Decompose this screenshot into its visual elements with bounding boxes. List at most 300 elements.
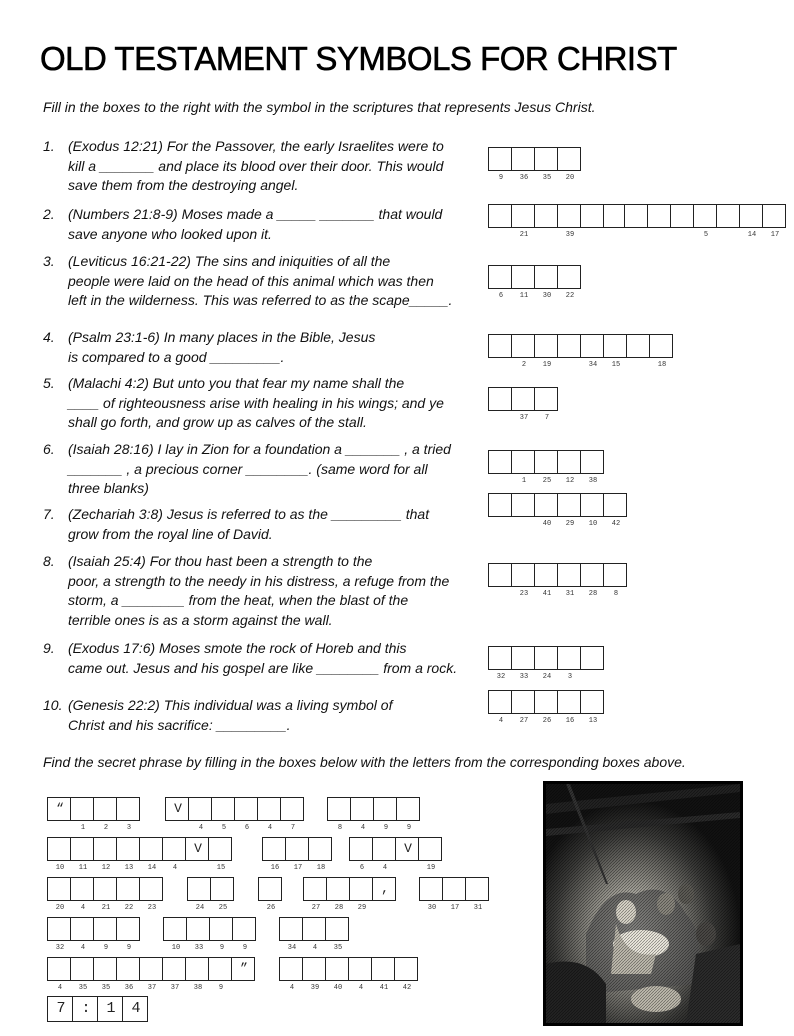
question-line: kill a _______ and place its blood over their door. This would [68,157,444,174]
question-5 [43,374,473,433]
phrase-box-number: 17 [450,904,460,912]
phrase-box[interactable] [280,797,304,832]
phrase-box-number: 20 [55,904,65,912]
phrase-box[interactable] [162,837,186,872]
question-line: (Isaiah 25:4) For thou hast been a strength to the [68,553,373,569]
question-line: terrible ones is as a storm against the wall. [68,611,333,628]
answer-box[interactable] [534,690,558,725]
answer-box-number: 37 [519,414,529,422]
answer-box[interactable] [580,450,604,485]
phrase-box-number: 18 [316,864,326,872]
answer-box-number: 23 [519,590,529,598]
answer-box[interactable] [603,493,627,528]
question-2 [43,205,473,244]
phrase-box[interactable] [442,877,466,912]
phrase-box[interactable] [234,797,258,832]
answer-box[interactable] [580,690,604,725]
answer-box-number: 28 [588,590,598,598]
phrase-box[interactable] [139,877,163,912]
answer-box[interactable] [603,563,627,598]
phrase-box[interactable] [47,837,71,872]
phrase-box-letter: V [194,841,202,856]
answer-box[interactable] [534,387,558,422]
answer-box-number: 17 [770,231,780,239]
phrase-box-number: 9 [406,824,412,832]
answer-box[interactable] [534,204,558,228]
phrase-box[interactable] [116,957,140,992]
question-line: (Exodus 17:6) Moses smote the rock of Horeb and this [68,640,407,656]
phrase-box-number: 11 [78,864,88,872]
phrase-box-number: 41 [379,984,389,992]
phrase-box[interactable] [163,917,187,952]
phrase-box[interactable] [373,797,397,832]
phrase-box[interactable] [116,877,140,912]
phrase-box[interactable] [303,877,327,912]
answer-box-number: 7 [544,414,550,422]
phrase-box[interactable] [70,877,94,912]
answer-box[interactable] [670,204,694,228]
answer-box-number: 34 [588,361,598,369]
answer-box[interactable] [693,204,717,239]
question-line: people were laid on the head of this animal which was then [68,272,434,289]
phrase-box-number: 26 [266,904,276,912]
answer-box[interactable] [511,646,535,681]
answer-box[interactable] [649,334,673,369]
phrase-box-number: 38 [193,984,203,992]
answer-box[interactable] [716,204,740,228]
question-1 [43,137,473,196]
answer-row-q9 [488,646,604,681]
answer-row-q2 [624,204,786,239]
answer-row-q10 [488,690,604,725]
phrase-box-number: 35 [78,984,88,992]
question-text [68,552,473,630]
phrase-box-number: 4 [267,824,273,832]
answer-box-number: 3 [567,673,573,681]
phrase-word [258,877,282,912]
answer-box-number: 11 [519,292,529,300]
phrase-box-number: 23 [147,904,157,912]
question-7 [43,505,473,544]
answer-box[interactable] [534,563,558,598]
answer-box[interactable] [534,334,558,369]
phrase-box-number: 4 [382,864,388,872]
phrase-word [187,877,234,912]
phrase-box[interactable] [185,837,209,861]
phrase-box[interactable] [116,797,140,832]
phrase-box[interactable] [122,996,148,1022]
answer-box[interactable] [488,387,512,411]
phrase-box-number: 4 [198,824,204,832]
answer-box[interactable] [580,204,604,228]
question-number: 2. [43,206,55,222]
phrase-box[interactable] [208,957,232,992]
phrase-box[interactable] [70,957,94,992]
answer-box[interactable] [511,334,535,369]
question-10 [43,696,473,735]
phrase-box-number: 34 [287,944,297,952]
phrase-word [163,917,256,952]
phrase-box[interactable] [262,837,286,872]
phrase-box[interactable] [285,837,309,872]
answer-box-number: 19 [542,361,552,369]
answer-box[interactable] [557,265,581,300]
phrase-box[interactable] [186,917,210,952]
answer-box-number: 26 [542,717,552,725]
phrase-box-number: 35 [333,944,343,952]
phrase-box-number: 17 [293,864,303,872]
phrase-box-number: 5 [221,824,227,832]
phrase-box[interactable] [210,877,234,912]
answer-box-number: 33 [519,673,529,681]
answer-box-number: 15 [611,361,621,369]
answer-box[interactable] [557,450,581,485]
nativity-engraving-image [543,781,743,1026]
answer-box[interactable] [534,493,558,528]
phrase-box[interactable] [232,917,256,952]
phrase-box[interactable] [139,837,163,872]
question-text [68,639,473,678]
phrase-box-letter: V [404,841,412,856]
answer-box[interactable] [580,646,604,670]
phrase-box-number: 9 [218,984,224,992]
phrase-box[interactable] [326,877,350,912]
question-line: save them from the destroying angel. [68,177,299,193]
phrase-box[interactable] [419,877,443,912]
question-text [68,440,473,499]
answer-box[interactable] [557,646,581,681]
answer-box[interactable] [488,450,512,474]
phrase-box[interactable] [258,877,282,912]
phrase-box[interactable] [257,797,281,832]
phrase-box[interactable] [465,877,489,912]
phrase-box-letter: “ [56,801,64,816]
answer-box-number: 40 [542,520,552,528]
phrase-box-number: 19 [426,864,436,872]
phrase-box[interactable] [372,837,396,872]
phrase-box[interactable] [348,957,372,992]
answer-box[interactable] [511,387,535,422]
phrase-box[interactable] [72,996,98,1022]
answer-box[interactable] [534,147,558,182]
answer-box-number: 38 [588,477,598,485]
question-number: 6. [43,441,55,457]
phrase-box-number: 6 [359,864,365,872]
answer-box[interactable] [488,265,512,300]
phrase-box[interactable] [209,917,233,952]
phrase-box-letter: ” [240,961,248,976]
phrase-box-number: 39 [310,984,320,992]
answer-box[interactable] [557,204,581,239]
question-text [68,137,473,196]
phrase-box[interactable] [308,837,332,872]
question-8 [43,552,473,630]
answer-box-number: 6 [498,292,504,300]
answer-box-number: 16 [565,717,575,725]
phrase-word [419,877,489,912]
phrase-box[interactable] [279,957,303,992]
question-number: 1. [43,138,55,154]
phrase-box[interactable] [208,837,232,872]
phrase-box-letter: 7 [56,1000,66,1017]
question-text [68,696,473,735]
phrase-box[interactable] [302,957,326,992]
phrase-box-number: 15 [216,864,226,872]
answer-box[interactable] [557,563,581,598]
answer-box[interactable] [488,147,512,182]
answer-box-number: 27 [519,717,529,725]
question-3 [43,252,473,311]
phrase-box-number: 14 [147,864,157,872]
answer-box-number: 36 [519,174,529,182]
phrase-word [327,797,420,832]
question-number: 3. [43,253,55,269]
phrase-box-letter: V [174,801,182,816]
phrase-box[interactable] [139,957,163,992]
phrase-box-number: 4 [312,944,318,952]
phrase-word [165,797,304,832]
question-4 [43,328,473,367]
question-number: 4. [43,329,55,345]
answer-box-number: 31 [565,590,575,598]
question-line: ____ of righteousness arise with healing in his wings; and ye [68,394,444,411]
answer-box[interactable] [511,204,535,239]
phrase-box[interactable] [93,797,117,832]
answer-box[interactable] [511,265,535,300]
phrase-box-number: 28 [334,904,344,912]
phrase-word [262,837,332,872]
answer-box-number: 2 [521,361,527,369]
phrase-box-letter: 4 [131,1000,141,1017]
phrase-box[interactable] [93,957,117,992]
answer-box[interactable] [511,450,535,485]
answer-box-number: 10 [588,520,598,528]
phrase-box[interactable] [371,957,395,992]
phrase-box[interactable] [97,996,123,1022]
phrase-box-number: 3 [126,824,132,832]
phrase-box[interactable] [165,797,189,821]
phrase-box-number: 9 [383,824,389,832]
question-line: (Psalm 23:1-6) In many places in the Bible, Jesus [68,329,376,345]
answer-box[interactable] [762,204,786,239]
answer-box-number: 13 [588,717,598,725]
phrase-box[interactable] [325,917,349,952]
phrase-box[interactable] [395,837,419,861]
question-line: (Genesis 22:2) This individual was a living symbol of [68,697,393,713]
question-line: (Leviticus 16:21-22) The sins and iniquities of all the [68,253,391,269]
answer-box[interactable] [511,690,535,725]
phrase-box-number: 35 [101,984,111,992]
phrase-word [47,917,140,952]
answer-box[interactable] [488,493,512,517]
phrase-box[interactable] [47,917,71,952]
phrase-box[interactable] [70,837,94,872]
phrase-box[interactable] [372,877,396,901]
question-text [68,252,473,311]
answer-row-q5 [488,387,558,422]
phrase-box-number: 10 [55,864,65,872]
answer-box-number: 42 [611,520,621,528]
page-title: OLD TESTAMENT SYMBOLS FOR CHRIST [40,40,677,77]
phrase-box[interactable] [162,957,186,992]
question-line: three blanks) [68,480,149,496]
answer-box[interactable] [534,646,558,681]
phrase-box-number: 4 [289,984,295,992]
answer-box[interactable] [488,690,512,725]
phrase-box-number: 33 [194,944,204,952]
phrase-box[interactable] [70,797,94,832]
phrase-box[interactable] [185,957,209,992]
answer-row-q6 [488,450,604,485]
answer-box[interactable] [624,204,648,228]
phrase-box[interactable] [302,917,326,952]
phrase-box[interactable] [231,957,255,981]
answer-box-number: 9 [498,174,504,182]
answer-box[interactable] [511,493,535,517]
answer-box[interactable] [580,334,604,369]
phrase-word [47,877,163,912]
nativity-engraving-illustration [546,784,740,1023]
question-number: 10. [43,697,63,713]
phrase-box[interactable] [70,917,94,952]
answer-box-number: 4 [498,717,504,725]
answer-box[interactable] [580,563,604,598]
answer-box[interactable] [534,265,558,300]
phrase-word [279,957,418,992]
phrase-box-letter: , [381,881,389,896]
question-line: (Exodus 12:21) For the Passover, the early Israelites were to [68,138,444,154]
phrase-box[interactable] [349,877,373,912]
answer-box[interactable] [603,334,627,369]
phrase-box[interactable] [350,797,374,832]
answer-row-q3 [488,265,581,300]
phrase-box[interactable] [349,837,373,872]
phrase-box-number: 27 [311,904,321,912]
phrase-box[interactable] [418,837,442,872]
phrase-box-number: 37 [170,984,180,992]
phrase-box-number: 4 [172,864,178,872]
question-line: (Zechariah 3:8) Jesus is referred to as the _________ that [68,506,430,522]
phrase-box-number: 42 [402,984,412,992]
phrase-box[interactable] [93,877,117,912]
question-number: 8. [43,553,55,569]
phrase-box-number: 30 [427,904,437,912]
answer-box-number: 41 [542,590,552,598]
answer-row-q8 [488,563,627,598]
answer-box-number: 39 [565,231,575,239]
answer-box[interactable] [557,147,581,182]
question-line: poor, a strength to the needy in his distress, a refuge from the [68,572,450,589]
question-line: is compared to a good _________. [68,348,285,365]
phrase-box[interactable] [279,917,303,952]
phrase-box[interactable] [116,837,140,872]
answer-row-q1 [488,147,581,182]
phrase-box[interactable] [188,797,212,832]
answer-box[interactable] [557,690,581,725]
answer-box-number: 22 [565,292,575,300]
phrase-box[interactable] [93,837,117,872]
phrase-box-number: 9 [242,944,248,952]
answer-box-number: 24 [542,673,552,681]
question-line: (Numbers 21:8-9) Moses made a _____ _______ that would [68,206,443,222]
phrase-box-number: 9 [126,944,132,952]
question-text [68,374,473,433]
answer-box-number: 12 [565,477,575,485]
phrase-word [349,837,442,872]
answer-box[interactable] [488,646,512,681]
phrase-box-number: 4 [358,984,364,992]
answer-box[interactable] [580,493,604,528]
phrase-box[interactable] [394,957,418,992]
answer-box-number: 32 [496,673,506,681]
phrase-box-number: 10 [171,944,181,952]
answer-box[interactable] [488,334,512,358]
answer-box[interactable] [557,334,581,358]
question-6 [43,440,473,499]
answer-box[interactable] [488,204,512,228]
question-line: _______ , a precious corner ________. (same word for all [68,460,428,477]
answer-box-number: 14 [747,231,757,239]
phrase-box[interactable] [47,877,71,912]
phrase-word [47,996,148,1022]
phrase-box-number: 9 [103,944,109,952]
phrase-box-number: 9 [219,944,225,952]
phrase-box[interactable] [187,877,211,912]
phrase-box-number: 36 [124,984,134,992]
phrase-word [303,877,396,912]
answer-box[interactable] [626,334,650,358]
phrase-box-number: 24 [195,904,205,912]
answer-box[interactable] [739,204,763,239]
answer-box[interactable] [647,204,671,228]
phrase-word [47,837,232,872]
question-text [68,328,473,367]
answer-box-number: 18 [657,361,667,369]
phrase-box[interactable] [47,996,73,1022]
phrase-box[interactable] [211,797,235,832]
phrase-box[interactable] [327,797,351,832]
phrase-box-number: 31 [473,904,483,912]
phrase-box[interactable] [47,797,71,821]
answer-box-number: 35 [542,174,552,182]
answer-box[interactable] [557,493,581,528]
phrase-box-number: 4 [80,944,86,952]
phrase-box[interactable] [93,917,117,952]
phrase-box[interactable] [47,957,71,992]
answer-box[interactable] [511,563,535,598]
answer-row-q7 [488,493,627,528]
phrase-box-number: 2 [103,824,109,832]
phrase-box-number: 1 [80,824,86,832]
phrase-box[interactable] [325,957,349,992]
question-line: (Malachi 4:2) But unto you that fear my name shall the [68,375,405,391]
phrase-word [47,797,140,832]
phrase-word [47,957,255,992]
answer-row-q2 [488,204,627,239]
phrase-box-number: 4 [360,824,366,832]
question-line: Christ and his sacrifice: _________. [68,716,291,733]
answer-box[interactable] [534,450,558,485]
answer-box-number: 29 [565,520,575,528]
question-text [68,505,473,544]
answer-box-number: 1 [521,477,527,485]
phrase-box[interactable] [396,797,420,832]
answer-box[interactable] [511,147,535,182]
phrase-box[interactable] [116,917,140,952]
answer-box-number: 5 [703,231,709,239]
answer-box[interactable] [488,563,512,587]
answer-box-number: 8 [613,590,619,598]
